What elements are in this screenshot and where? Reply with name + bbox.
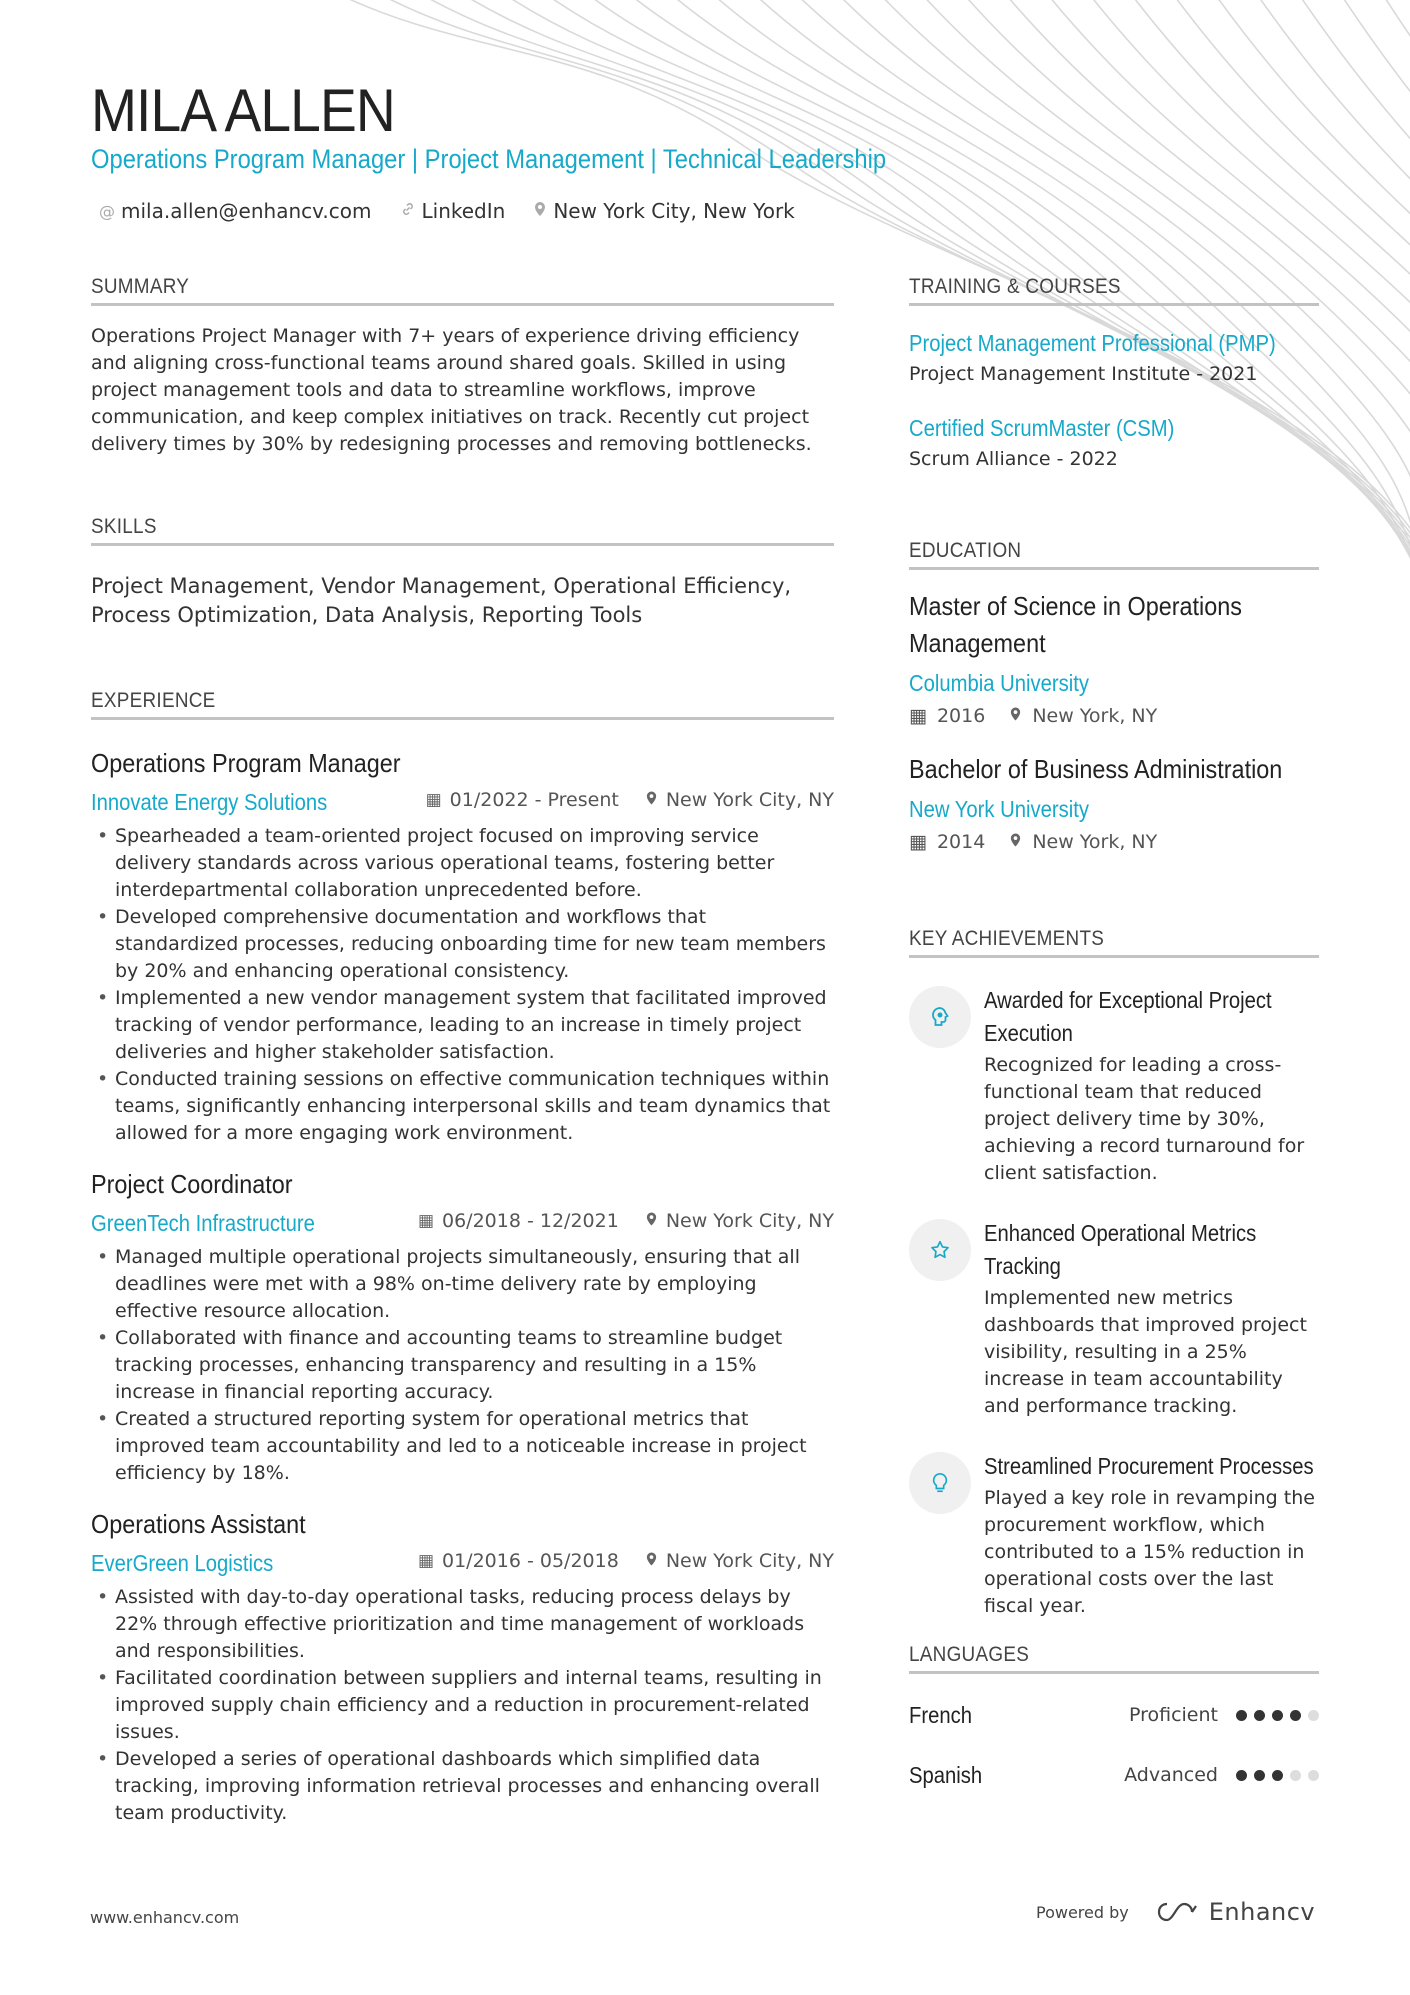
- location-pin-icon: [645, 1211, 658, 1232]
- calendar-icon: ▦: [909, 705, 927, 727]
- achievements-section: [909, 927, 1319, 1620]
- job-bullets: [91, 823, 834, 1147]
- job-bullets: [91, 1244, 834, 1487]
- bullet-item: • Created a structured reporting system for operational metrics that improved team accountability and led to a noticeable increase in project efficiency by 18%.: [115, 1406, 834, 1487]
- school: Columbia University: [909, 670, 1089, 696]
- rating-dot-filled: [1290, 1710, 1301, 1721]
- powered-by-label: Powered by: [1036, 1902, 1129, 1922]
- job-dates: 01/2016 - 05/2018: [442, 1550, 619, 1572]
- rating-dot-filled: [1254, 1770, 1265, 1781]
- education-entry: [909, 588, 1319, 727]
- contact-linkedin[interactable]: [400, 199, 506, 223]
- job-meta: [91, 1208, 834, 1238]
- linkedin-text: LinkedIn: [421, 199, 506, 223]
- company-name: Innovate Energy Solutions: [91, 788, 328, 815]
- education-entry: [909, 751, 1319, 853]
- job-entry: [91, 1169, 834, 1487]
- job-dates: 06/2018 - 12/2021: [442, 1210, 619, 1232]
- lightbulb-icon: [909, 1452, 971, 1514]
- training-heading: TRAINING & COURSES: [909, 275, 1319, 306]
- education-meta: [909, 831, 1319, 853]
- location-pin-icon: [533, 201, 547, 221]
- job-title: Operations Assistant: [91, 1509, 306, 1539]
- course-entry: [909, 330, 1319, 385]
- edu-year: 2014: [936, 831, 986, 853]
- rating-dot-filled: [1272, 1770, 1283, 1781]
- course-name: Certified ScrumMaster (CSM): [909, 415, 1175, 441]
- school: New York University: [909, 796, 1089, 822]
- rating-dot-filled: [1272, 1710, 1283, 1721]
- company-name: EverGreen Logistics: [91, 1549, 274, 1576]
- bullet-item: • Collaborated with finance and accounting teams to streamline budget tracking processes, enhancing transparency and resulting in a 15% increase in financial reporting accuracy.: [115, 1325, 834, 1406]
- education-meta: [909, 705, 1319, 727]
- contact-email[interactable]: [99, 199, 372, 223]
- wave-line: [1338, 0, 1410, 704]
- experience-heading: EXPERIENCE: [91, 689, 834, 720]
- skills-heading: SKILLS: [91, 515, 834, 546]
- language-level: Advanced: [1124, 1764, 1218, 1786]
- experience-section: [91, 689, 834, 1827]
- job-location: New York City, NY: [665, 1210, 834, 1232]
- rating-dot-filled: [1236, 1770, 1247, 1781]
- language-entry: [909, 1758, 1319, 1792]
- calendar-icon: ▦: [417, 1211, 434, 1231]
- job-entry: [91, 748, 834, 1147]
- skills-section: [91, 515, 834, 630]
- language-level: Proficient: [1128, 1704, 1218, 1726]
- job-meta: [91, 1548, 834, 1578]
- left-column: [91, 275, 834, 458]
- brain-head-icon: [909, 986, 971, 1048]
- calendar-icon: ▦: [425, 790, 442, 810]
- bullet-item: • Spearheaded a team-oriented project focused on improving service delivery standards across various operational teams, fostering better interdepartmental collaboration unprecedented before.: [115, 823, 834, 904]
- language-entry: [909, 1698, 1319, 1732]
- contact-location: [533, 199, 794, 223]
- language-name: Spanish: [909, 1761, 983, 1788]
- job-entry: [91, 1509, 834, 1827]
- degree: Master of Science in Operations Management: [909, 591, 1242, 658]
- company-name: GreenTech Infrastructure: [91, 1209, 315, 1236]
- brand-logo[interactable]: [1155, 1898, 1315, 1926]
- rating-dot-filled: [1236, 1710, 1247, 1721]
- rating-dot-empty: [1308, 1770, 1319, 1781]
- location-text: New York City, New York: [553, 199, 795, 223]
- achievement-title: Awarded for Exceptional Project Execution: [984, 987, 1272, 1046]
- headline: Operations Program Manager | Project Management | Technical Leadership: [91, 144, 887, 174]
- footer-branding: [1036, 1898, 1315, 1926]
- achievement-desc: Recognized for leading a cross-functional team that reduced project delivery time by 30%, achieving a record turnaround for client satisfaction.: [984, 1054, 1305, 1184]
- bullet-item: • Implemented a new vendor management system that facilitated improved tracking of vendor performance, leading to an increase in timely project deliveries and higher stakeholder satisfaction.: [115, 985, 834, 1066]
- brand-name: Enhancv: [1208, 1898, 1316, 1926]
- job-title: Project Coordinator: [91, 1169, 293, 1199]
- languages-heading: LANGUAGES: [909, 1643, 1319, 1674]
- wave-line: [1380, 0, 1410, 710]
- calendar-icon: ▦: [909, 831, 927, 853]
- education-heading: EDUCATION: [909, 539, 1319, 570]
- achievements-heading: KEY ACHIEVEMENTS: [909, 927, 1319, 958]
- bullet-item: • Conducted training sessions on effective communication techniques within teams, significantly enhancing interpersonal skills and team dynamics that allowed for a more engaging work environment.: [115, 1066, 834, 1147]
- edu-location: New York, NY: [1032, 831, 1158, 853]
- language-name: French: [909, 1701, 973, 1728]
- achievement-entry: [909, 1217, 1319, 1420]
- footer-website[interactable]: www.enhancv.com: [90, 1908, 240, 1927]
- rating-dot-empty: [1308, 1710, 1319, 1721]
- skills-text: Project Management, Vendor Management, Operational Efficiency, Process Optimization, Data Analysis, Reporting Tools: [91, 574, 792, 627]
- course-entry: [909, 415, 1319, 470]
- job-location: New York City, NY: [665, 1550, 834, 1572]
- language-rating: [1236, 1710, 1319, 1721]
- infinity-logo-icon: [1155, 1900, 1201, 1924]
- calendar-icon: ▦: [417, 1551, 434, 1571]
- education-section: [909, 539, 1319, 853]
- summary-text: Operations Project Manager with 7+ years of experience driving efficiency and aligning cross-functional teams around shared goals. Skilled in using project management tools and data to streamline workflows, improve communication, and keep complex initiatives on track. Recently cut project delivery times by 30% by redesigning processes and removing bottlenecks.: [91, 325, 812, 455]
- bullet-item: • Developed a series of operational dashboards which simplified data tracking, improving information retrieval processes and enhancing overall team productivity.: [115, 1746, 834, 1827]
- job-title: Operations Program Manager: [91, 748, 401, 778]
- bullet-item: • Assisted with day-to-day operational tasks, reducing process delays by 22% through effective prioritization and time management of workloads and responsibilities.: [115, 1584, 834, 1665]
- edu-location: New York, NY: [1032, 705, 1158, 727]
- rating-dot-filled: [1254, 1710, 1265, 1721]
- training-section: [909, 275, 1319, 470]
- achievement-entry: [909, 984, 1319, 1187]
- achievement-title: Streamlined Procurement Processes: [984, 1453, 1314, 1479]
- location-pin-icon: [1009, 705, 1022, 727]
- edu-year: 2016: [936, 705, 986, 727]
- job-bullets: [91, 1584, 834, 1827]
- achievement-entry: [909, 1450, 1319, 1620]
- location-pin-icon: [645, 1551, 658, 1572]
- achievement-desc: Implemented new metrics dashboards that improved project visibility, resulting in a 25% increase in team accountability and performance tracking.: [984, 1287, 1307, 1417]
- achievement-title: Enhanced Operational Metrics Tracking: [984, 1220, 1257, 1279]
- degree: Bachelor of Business Administration: [909, 754, 1283, 784]
- at-icon: @: [99, 201, 115, 221]
- email-text: mila.allen@enhancv.com: [121, 199, 372, 223]
- candidate-name: MILA ALLEN: [91, 77, 395, 144]
- job-location: New York City, NY: [665, 789, 834, 811]
- achievement-desc: Played a key role in revamping the procurement workflow, which contributed to a 15% reduction in operational costs over the last fiscal year.: [984, 1487, 1315, 1617]
- bullet-item: • Managed multiple operational projects simultaneously, ensuring that all deadlines were met with a 98% on-time delivery rate by employing effective resource allocation.: [115, 1244, 834, 1325]
- bullet-item: • Facilitated coordination between suppliers and internal teams, resulting in improved supply chain efficiency and a reduction in procurement-related issues.: [115, 1665, 834, 1746]
- location-pin-icon: [645, 790, 658, 811]
- job-dates: 01/2022 - Present: [449, 789, 619, 811]
- course-name: Project Management Professional (PMP): [909, 330, 1276, 356]
- rating-dot-empty: [1290, 1770, 1301, 1781]
- summary-heading: SUMMARY: [91, 275, 834, 306]
- star-icon: [909, 1219, 971, 1281]
- language-rating: [1236, 1770, 1319, 1781]
- job-meta: [91, 787, 834, 817]
- bullet-item: • Developed comprehensive documentation and workflows that standardized processes, reducing onboarding time for new team members by 20% and enhancing operational consistency.: [115, 904, 834, 985]
- course-org: Project Management Institute - 2021: [909, 363, 1258, 385]
- contact-bar: [99, 199, 795, 223]
- link-icon: [400, 201, 416, 221]
- languages-section: [909, 1643, 1319, 1792]
- course-org: Scrum Alliance - 2022: [909, 448, 1118, 470]
- location-pin-icon: [1009, 831, 1022, 853]
